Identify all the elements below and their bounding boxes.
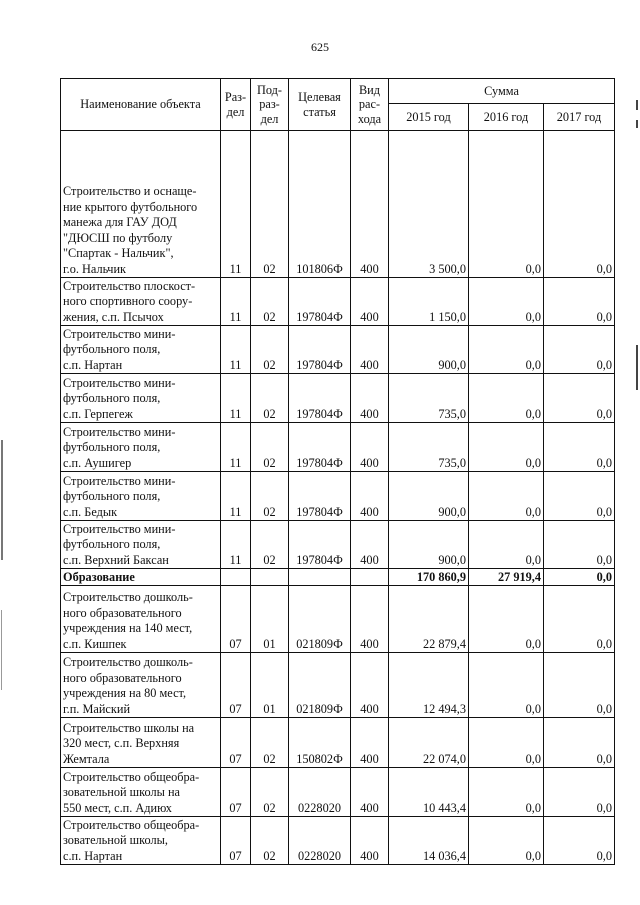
cell-podrazdel: 01 [251,653,289,718]
cell-podrazdel: 02 [251,521,289,569]
cell-y2017: 0,0 [544,326,615,374]
cell-vid: 400 [351,326,389,374]
table-row [61,768,615,817]
cell-y2017: 0,0 [544,521,615,569]
cell-vid: 400 [351,653,389,718]
cell-podrazdel: 02 [251,278,289,326]
cell-name: Строительство общеобра- зовательной школы на 550 мест, с.п. Адиюх [61,768,221,817]
edge-mark [1,440,3,560]
cell-vid: 400 [351,768,389,817]
cell-name: Строительство мини- футбольного поля, с.п. Нартан [61,326,221,374]
table-row [61,718,615,768]
cell-razdel: 11 [221,131,251,278]
cell-target: 101806Ф [289,131,351,278]
cell-y2016: 0,0 [469,768,544,817]
cell-razdel: 07 [221,718,251,768]
cell-podrazdel: 02 [251,374,289,423]
cell-y2016: 0,0 [469,521,544,569]
cell-podrazdel: 02 [251,131,289,278]
cell-target: 197804Ф [289,423,351,472]
cell-y2015: 735,0 [389,423,469,472]
cell-vid: 400 [351,131,389,278]
cell-podrazdel: 01 [251,586,289,653]
cell-name: Строительство мини- футбольного поля, с.п. Аушигер [61,423,221,472]
cell-podrazdel: 02 [251,472,289,521]
cell-y2015: 900,0 [389,472,469,521]
cell-y2016: 27 919,4 [469,569,544,586]
cell-y2016: 0,0 [469,423,544,472]
cell-name: Строительство мини- футбольного поля, с.п. Герпегеж [61,374,221,423]
cell-name: Строительство мини- футбольного поля, с.п. Верхний Баксан [61,521,221,569]
budget-table [60,78,615,865]
cell-y2015: 900,0 [389,521,469,569]
cell-razdel: 11 [221,423,251,472]
table-row [61,521,615,569]
cell-target: 021809Ф [289,653,351,718]
table-row [61,374,615,423]
cell-podrazdel: 02 [251,817,289,865]
cell-name: Строительство и оснаще- ние крытого футбольного манежа для ГАУ ДОД "ДЮСШ по футболу "Спартак - Нальчик", г.о. Нальчик [61,131,221,278]
cell-vid: 400 [351,718,389,768]
cell-target: 197804Ф [289,278,351,326]
cell-y2017: 0,0 [544,423,615,472]
table-row [61,472,615,521]
cell-target [289,569,351,586]
cell-y2015: 1 150,0 [389,278,469,326]
cell-y2017: 0,0 [544,472,615,521]
table-row [61,586,615,653]
cell-target: 197804Ф [289,374,351,423]
cell-name: Образование [61,569,221,586]
cell-y2015: 10 443,4 [389,768,469,817]
cell-y2015: 12 494,3 [389,653,469,718]
cell-target: 150802Ф [289,718,351,768]
page-number: 625 [311,40,329,54]
cell-name: Строительство дошколь- ного образовательного учреждения на 140 мест, с.п. Кишпек [61,586,221,653]
cell-y2016: 0,0 [469,586,544,653]
cell-y2015: 22 879,4 [389,586,469,653]
cell-name: Строительство мини- футбольного поля, с.п. Бедык [61,472,221,521]
cell-razdel: 11 [221,326,251,374]
cell-target: 197804Ф [289,326,351,374]
table-row [61,817,615,865]
cell-vid: 400 [351,472,389,521]
cell-razdel: 11 [221,472,251,521]
cell-y2015: 735,0 [389,374,469,423]
table-body [61,131,615,865]
header-razdel: Раз- дел [221,79,251,131]
cell-y2016: 0,0 [469,653,544,718]
cell-y2017: 0,0 [544,131,615,278]
table-row [61,653,615,718]
cell-razdel: 11 [221,374,251,423]
cell-y2016: 0,0 [469,374,544,423]
cell-podrazdel: 02 [251,326,289,374]
cell-vid [351,569,389,586]
header-podrazdel: Под- раз- дел [251,79,289,131]
cell-y2016: 0,0 [469,718,544,768]
edge-mark [636,345,638,390]
cell-name: Строительство плоскост- ного спортивного соору- жения, с.п. Псычох [61,278,221,326]
cell-y2017: 0,0 [544,586,615,653]
header-sum: Сумма [389,79,615,104]
cell-name: Строительство дошколь- ного образовательного учреждения на 80 мест, г.п. Майский [61,653,221,718]
cell-razdel: 07 [221,817,251,865]
cell-y2017: 0,0 [544,768,615,817]
header-2017: 2017 год [544,104,615,131]
edge-mark [636,120,638,128]
table-row [61,278,615,326]
table-row [61,423,615,472]
header-target: Целевая статья [289,79,351,131]
table-row [61,326,615,374]
cell-razdel [221,569,251,586]
cell-razdel: 11 [221,521,251,569]
cell-razdel: 11 [221,278,251,326]
cell-razdel: 07 [221,768,251,817]
cell-y2015: 900,0 [389,326,469,374]
cell-y2015: 170 860,9 [389,569,469,586]
cell-y2017: 0,0 [544,569,615,586]
cell-razdel: 07 [221,653,251,718]
cell-name: Строительство школы на 320 мест, с.п. Верхняя Жемтала [61,718,221,768]
edge-mark [1,610,2,690]
cell-target: 021809Ф [289,586,351,653]
cell-razdel: 07 [221,586,251,653]
cell-y2016: 0,0 [469,278,544,326]
section-row [61,569,615,586]
cell-y2015: 3 500,0 [389,131,469,278]
cell-y2017: 0,0 [544,718,615,768]
cell-podrazdel [251,569,289,586]
cell-target: 197804Ф [289,521,351,569]
cell-podrazdel: 02 [251,768,289,817]
cell-target: 197804Ф [289,472,351,521]
cell-y2017: 0,0 [544,653,615,718]
cell-y2017: 0,0 [544,817,615,865]
cell-y2016: 0,0 [469,817,544,865]
cell-y2016: 0,0 [469,326,544,374]
header-name: Наименование объекта [61,79,221,131]
cell-target: 0228020 [289,768,351,817]
cell-vid: 400 [351,521,389,569]
header-2015: 2015 год [389,104,469,131]
cell-podrazdel: 02 [251,423,289,472]
cell-vid: 400 [351,278,389,326]
cell-podrazdel: 02 [251,718,289,768]
cell-vid: 400 [351,423,389,472]
cell-name: Строительство общеобра- зовательной школы, с.п. Нартан [61,817,221,865]
cell-vid: 400 [351,374,389,423]
cell-y2015: 14 036,4 [389,817,469,865]
header-vid: Вид рас- хода [351,79,389,131]
cell-target: 0228020 [289,817,351,865]
header-2016: 2016 год [469,104,544,131]
cell-y2015: 22 074,0 [389,718,469,768]
cell-y2016: 0,0 [469,472,544,521]
cell-y2016: 0,0 [469,131,544,278]
cell-vid: 400 [351,817,389,865]
cell-y2017: 0,0 [544,278,615,326]
table-row [61,131,615,278]
edge-mark [636,100,638,110]
cell-vid: 400 [351,586,389,653]
cell-y2017: 0,0 [544,374,615,423]
